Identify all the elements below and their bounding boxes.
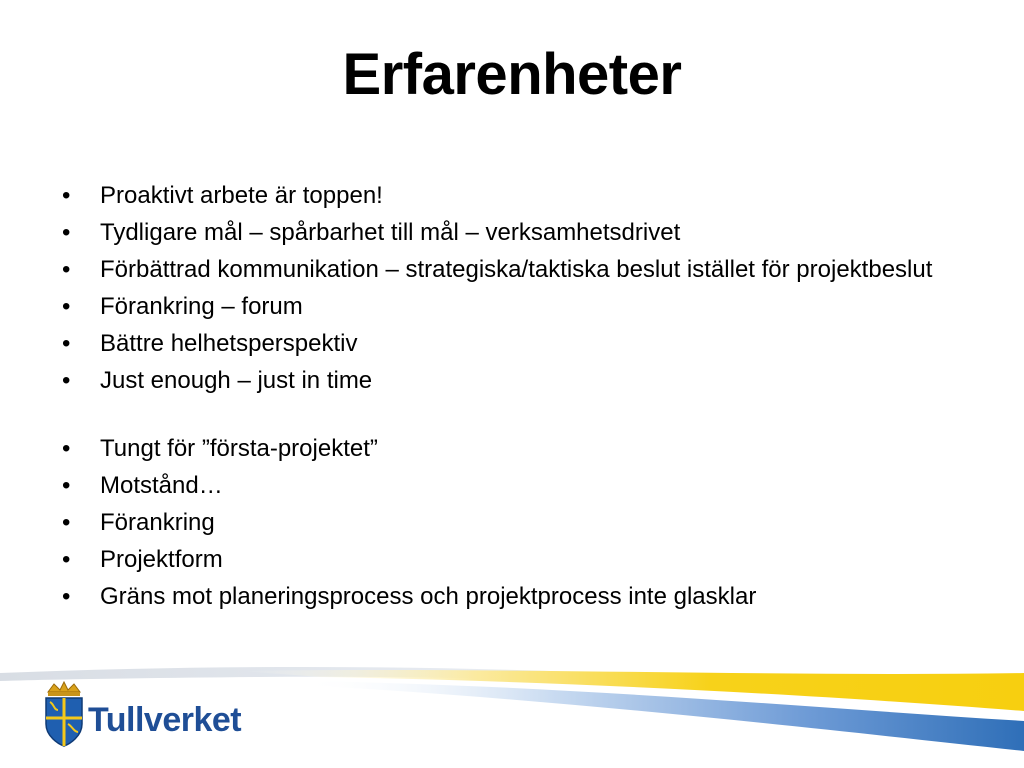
bullet-item <box>52 544 972 575</box>
bullet-icon: • <box>62 182 71 209</box>
bullet-text: Tungt för ”första-projektet” <box>100 435 378 462</box>
bullet-text: Gräns mot planeringsprocess och projektprocess inte glasklar <box>100 583 757 610</box>
bullet-icon: • <box>62 435 71 462</box>
bullet-text: Förankring – forum <box>100 293 303 320</box>
bullet-item <box>52 180 972 211</box>
tullverket-logo-text: Tullverket <box>88 701 242 739</box>
bullet-item <box>52 581 972 612</box>
slide-title: Erfarenheter <box>342 42 682 107</box>
bullet-icon: • <box>62 293 71 320</box>
bullet-item <box>52 433 972 464</box>
bullet-text: Förbättrad kommunikation – strategiska/taktiska beslut istället för projektbeslut <box>100 256 933 283</box>
bullet-icon: • <box>62 330 71 357</box>
bullet-item <box>52 291 972 322</box>
bullet-item <box>52 217 972 248</box>
bullet-item <box>52 365 972 396</box>
bullet-icon: • <box>62 546 71 573</box>
bullet-icon: • <box>62 219 71 246</box>
bullet-icon: • <box>62 256 71 283</box>
bullet-item <box>52 254 972 285</box>
bullet-text: Motstånd… <box>100 472 223 499</box>
bullet-icon: • <box>62 509 71 536</box>
bullet-icon: • <box>62 583 71 610</box>
bullet-text: Just enough – just in time <box>100 367 373 394</box>
bullet-list <box>52 180 972 618</box>
bullet-text: Bättre helhetsperspektiv <box>100 330 358 357</box>
bullet-item <box>52 507 972 538</box>
bullet-item <box>52 328 972 359</box>
bullet-item <box>52 470 972 501</box>
bullet-text: Tydligare mål – spårbarhet till mål – verksamhetsdrivet <box>100 219 681 246</box>
bullet-icon: • <box>62 367 71 394</box>
bullet-icon: • <box>62 472 71 499</box>
bullet-text: Projektform <box>100 546 223 573</box>
bullet-text: Förankring <box>100 509 215 536</box>
bullet-text: Proaktivt arbete är toppen! <box>100 182 383 209</box>
